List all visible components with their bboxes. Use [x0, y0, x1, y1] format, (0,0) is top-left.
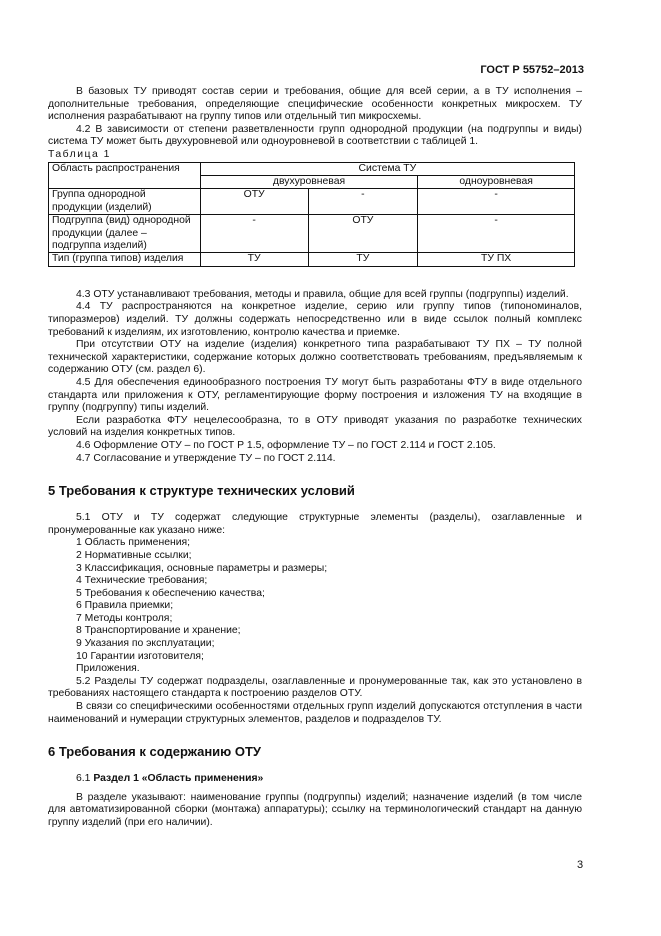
section-5-heading: 5 Требования к структуре технических условий — [48, 483, 355, 499]
paragraph: 5.1 ОТУ и ТУ содержат следующие структурные элементы (разделы), озаглавленные и пронумерованные как указано ниже: — [48, 512, 582, 536]
paragraph: 4.4 ТУ распространяются на конкретное изделие, серию или группу типов (типономиналов, типоразмеров) изделий. ТУ должны содержать непосредственно или в виде ссылок полный комплекс требований к изделиям, их изготовлению, контролю качества и приемке. — [48, 301, 582, 338]
cell: ОТУ — [200, 189, 308, 215]
table-row — [49, 253, 575, 266]
table-header-row — [49, 162, 575, 175]
row-label: Подгруппа (вид) однородной продукции (далее – подгруппа изделий) — [49, 215, 201, 253]
list-item: 3 Классификация, основные параметры и размеры; — [76, 562, 328, 574]
list-item: 5 Требования к обеспечению качества; — [76, 587, 265, 599]
subsection-number: 6.1 — [76, 773, 91, 785]
cell: ТУ ПХ — [418, 253, 575, 266]
page-content — [48, 86, 582, 830]
paragraph: 4.7 Согласование и утверждение ТУ – по ГОСТ 2.114. — [76, 452, 336, 464]
cell: - — [418, 215, 575, 253]
header-system: Система ТУ — [200, 162, 574, 175]
table-caption: Таблица 1 — [48, 148, 111, 160]
paragraph: В разделе указывают: наименование группы (подгруппы) изделий; назначение изделий (в том числе для автоматизированной сборки (монтажа) аппаратуры); ссылку на терминологический стандарт на данную группу изделий (при его наличии). — [48, 791, 582, 828]
list-item: 4 Технические требования; — [76, 575, 208, 587]
cell: - — [308, 189, 418, 215]
paragraph: 5.2 Разделы ТУ содержат подразделы, озаглавленные и пронумерованные так, как это установлено в требованиях настоящего стандарта к построению разделов ОТУ. — [48, 675, 582, 700]
cell: ТУ — [200, 253, 308, 266]
list-item: 9 Указания по эксплуатации; — [76, 638, 215, 650]
list-item: 7 Методы контроля; — [76, 612, 173, 624]
table-row — [49, 189, 575, 215]
row-label: Тип (группа типов) изделия — [49, 253, 201, 266]
row-label: Группа однородной продукции (изделий) — [49, 189, 201, 215]
list-item: 2 Нормативные ссылки; — [76, 549, 192, 561]
section-6-heading: 6 Требования к содержанию ОТУ — [48, 744, 262, 760]
cell: ТУ — [308, 253, 418, 266]
paragraph: 4.6 Оформление ОТУ – по ГОСТ Р 1.5, оформление ТУ – по ГОСТ 2.114 и ГОСТ 2.105. — [76, 439, 496, 451]
cell: - — [200, 215, 308, 253]
table-row — [49, 215, 575, 253]
list-item: 1 Область применения; — [76, 537, 191, 549]
header-one-level: одноуровневая — [418, 175, 575, 188]
paragraph: При отсутствии ОТУ на изделие (изделия) конкретного типа разрабатывают ТУ ПХ – ТУ полной технической характеристики, содержание которых должно соответствовать требованиям, предъявляемым к содержанию ОТУ (см. раздел 6). — [48, 339, 582, 376]
subsection-title: Раздел 1 «Область применения» — [93, 773, 264, 785]
list-item: 6 Правила приемки; — [76, 600, 174, 612]
cell: - — [418, 189, 575, 215]
paragraph: 4.3 ОТУ устанавливают требования, методы и правила, общие для всей группы (подгруппы) изделий. — [76, 288, 569, 300]
paragraph: Если разработка ФТУ нецелесообразна, то в ОТУ приводят указания по разработке технических условий на изделия конкретных типов. — [48, 414, 582, 439]
paragraph: В связи со специфическими особенностями отдельных групп изделий допускаются отступления в части наименований и нумерации структурных элементов, разделов и подразделов ТУ. — [48, 701, 582, 725]
cell: ОТУ — [308, 215, 418, 253]
list-item: Приложения. — [76, 663, 140, 675]
header-two-level: двухуровневая — [200, 175, 417, 188]
subsection-6-1-heading — [48, 773, 582, 786]
paragraph: В базовых ТУ приводят состав серии и требования, общие для всей серии, а в ТУ исполнения – дополнительные требования, определяющие специфические особенности конкретных микросхем. ТУ исполнения разрабатывают на группу типов или отдельный тип микросхемы. — [48, 86, 582, 123]
page-number: 3 — [577, 859, 584, 871]
standard-code-header: ГОСТ Р 55752–2013 — [480, 64, 584, 76]
header-area: Область распространения — [49, 162, 201, 189]
list-item: 8 Транспортирование и хранение; — [76, 625, 241, 637]
paragraph: 4.2 В зависимости от степени разветвленности групп однородной продукции (на подгруппы и виды) система ТУ может быть двухуровневой или одноуровневой в соответствии с таблицей 1. — [48, 123, 582, 148]
list-item: 10 Гарантии изготовителя; — [76, 650, 204, 662]
table-1 — [48, 162, 575, 267]
paragraph: 4.5 Для обеспечения единообразного построения ТУ могут быть разработаны ФТУ в виде отдельного стандарта или приложения к ОТУ, регламентирующие форму построения и изложения ТУ на входящие в группу (подгруппу) типы изделий. — [48, 376, 582, 414]
